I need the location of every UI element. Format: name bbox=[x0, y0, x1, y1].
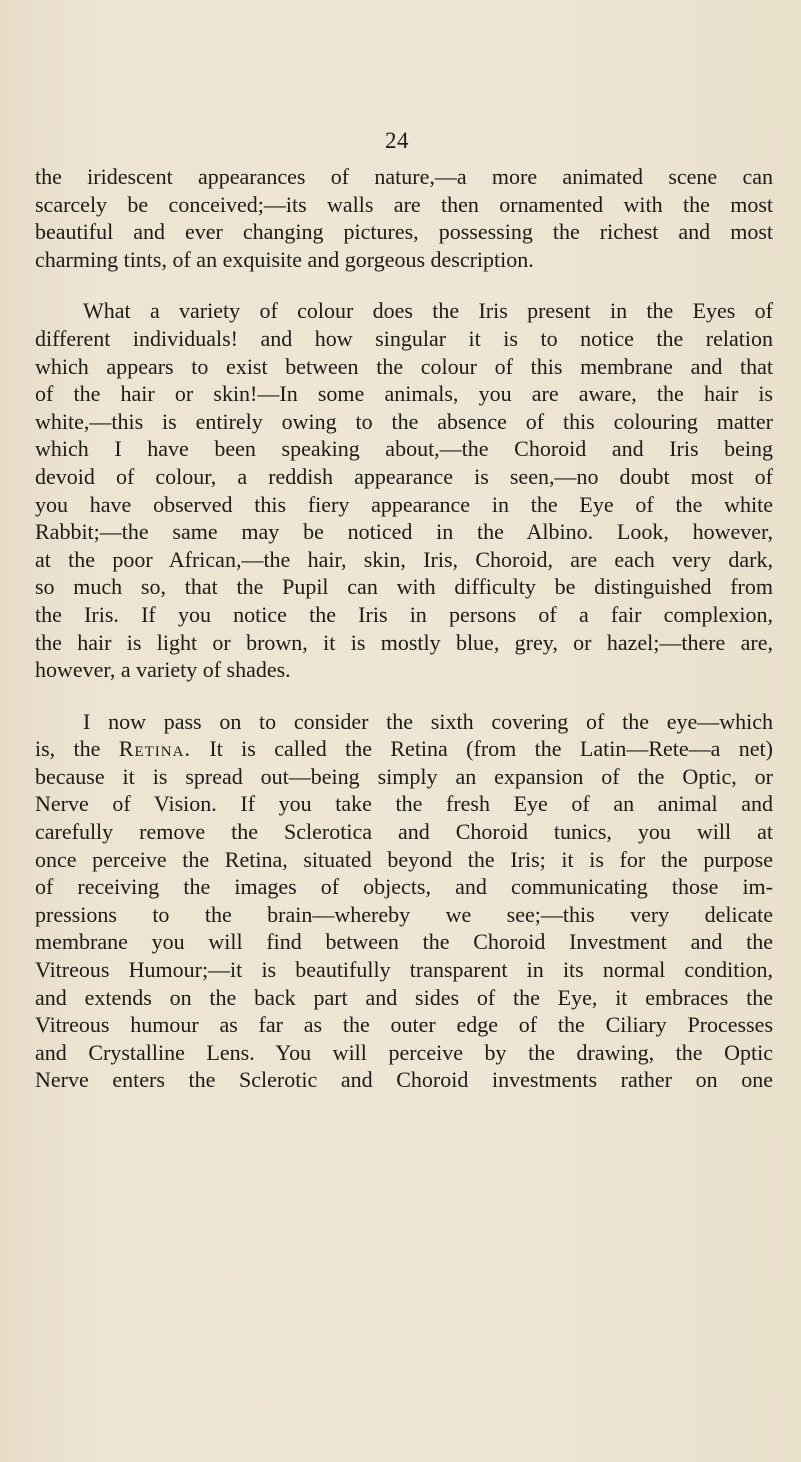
text-line: Rabbit;—the same may be noticed in the Albino. Look, however, bbox=[35, 519, 773, 545]
text-line: you have observed this fiery appearance in the Eye of the white bbox=[35, 491, 773, 517]
text-line: devoid of colour, a reddish appearance is seen,—no doubt most of bbox=[35, 463, 773, 489]
paragraph-retina bbox=[35, 708, 773, 1094]
text-line: white,—this is entirely owing to the absence of this colouring matter bbox=[35, 408, 773, 434]
paragraph-iris bbox=[35, 297, 773, 683]
text-fragment: is, the bbox=[35, 736, 119, 762]
text-line: pressions to the brain—whereby we see;—this very delicate bbox=[35, 901, 773, 927]
text-line: Vitreous humour as far as the outer edge of the Ciliary Processes bbox=[35, 1012, 773, 1038]
text-line: and extends on the back part and sides of the Eye, it embraces the bbox=[35, 984, 773, 1010]
text-line: I now pass on to consider the sixth covering of the eye—which bbox=[83, 708, 773, 734]
text-line: once perceive the Retina, situated beyond the Iris; it is for the purpose bbox=[35, 846, 773, 872]
text-line: and Crystalline Lens. You will perceive by the drawing, the Optic bbox=[35, 1039, 773, 1065]
retina-term: Retina. bbox=[118, 736, 191, 762]
text-line: Nerve of Vision. If you take the fresh Eye of an animal and bbox=[35, 791, 773, 817]
text-line: membrane you will find between the Choroid Investment and the bbox=[35, 929, 773, 955]
text-line: carefully remove the Sclerotica and Choroid tunics, you will at bbox=[35, 819, 773, 845]
text-fragment: It is called the Retina (from the Latin—Rete—a net) bbox=[190, 736, 773, 762]
text-line: different individuals! and how singular it is to notice the relation bbox=[35, 325, 773, 351]
text-line: at the poor African,—the hair, skin, Iris, Choroid, are each very dark, bbox=[35, 546, 773, 572]
text-line: because it is spread out—being simply an expansion of the Optic, or bbox=[35, 763, 773, 789]
text-line: What a variety of colour does the Iris present in the Eyes of bbox=[83, 298, 773, 324]
text-line: of the hair or skin!—In some animals, you are aware, the hair is bbox=[35, 381, 773, 407]
text-line: of receiving the images of objects, and communicating those im- bbox=[35, 874, 773, 900]
text-line: charming tints, of an exquisite and gorgeous description. bbox=[35, 246, 534, 272]
text-line-with-term bbox=[35, 735, 773, 763]
text-line: however, a variety of shades. bbox=[35, 657, 291, 683]
text-line: which appears to exist between the colour of this membrane and that bbox=[35, 353, 773, 379]
text-line: which I have been speaking about,—the Choroid and Iris being bbox=[35, 436, 773, 462]
text-line: Nerve enters the Sclerotic and Choroid investments rather on one bbox=[35, 1067, 773, 1093]
paragraph-continuation bbox=[35, 163, 773, 273]
text-line: scarcely be conceived;—its walls are then ornamented with the most bbox=[35, 191, 773, 217]
text-line: the Iris. If you notice the Iris in persons of a fair complexion, bbox=[35, 601, 773, 627]
body-text bbox=[35, 163, 773, 1094]
text-line: beautiful and ever changing pictures, possessing the richest and most bbox=[35, 219, 773, 245]
text-line: the iridescent appearances of nature,—a more animated scene can bbox=[35, 164, 773, 189]
text-line: Vitreous Humour;—it is beautifully transparent in its normal condition, bbox=[35, 957, 773, 983]
text-line: so much so, that the Pupil can with difficulty be distinguished from bbox=[35, 574, 773, 600]
page-number: 24 bbox=[385, 128, 409, 153]
text-line: the hair is light or brown, it is mostly blue, grey, or hazel;—there are, bbox=[35, 629, 773, 655]
